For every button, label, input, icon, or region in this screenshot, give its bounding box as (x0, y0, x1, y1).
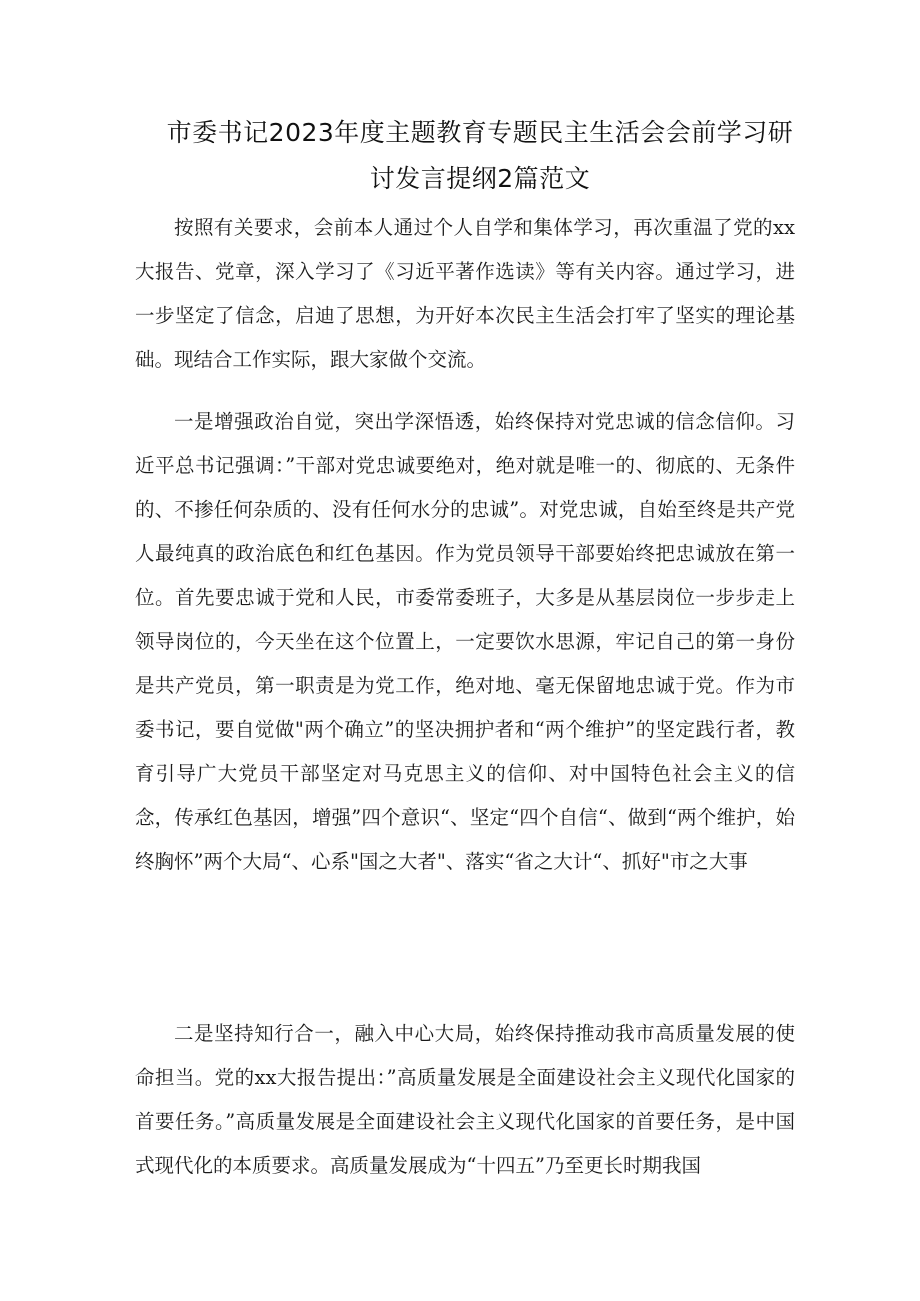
paragraph-intro: 按照有关要求，会前本人通过个人自学和集体学习，再次重温了党的xx大报告、党章，深入学习了《习近平著作选读》等有关内容。通过学习，进一步坚定了信念，启迪了思想，为开好本次民主生活会打牢了坚实的理论基础。现结合工作实际，跟大家做个交流。 (135, 216, 795, 371)
paragraph-point-one: 一是增强政治自觉，突出学深悟透，始终保持对党忠诚的信念信仰。习近平总书记强调：”干部对党忠诚要绝对，绝对就是唯一的、彻底的、无条件的、不掺任何杂质的、没有任何水分的忠诚”。对党忠诚，自始至终是共产党人最纯真的政治底色和红色基因。作为党员领导干部要始终把忠诚放在第一位。首先要忠诚于党和人民，市委常委班子，大多是从基层岗位一步步走上领导岗位的，今天坐在这个位置上，一定要饮水思源，牢记自己的第一身份是共产党员，第一职责是为党工作，绝对地、毫无保留地忠诚于党。作为市委书记，要自觉做"两个确立”的坚决拥护者和“两个维护”的坚定践行者，教育引导广大党员干部坚定对马克思主义的信仰、对中国特色社会主义的信念，传承红色基因，增强”四个意识“、坚定“四个自信“、做到“两个维护，始终胸怀”两个大局“、心系"国之大者"、落实“省之大计“、抓好"市之大事 (135, 410, 795, 873)
document-title-line-1: 市委书记2023年度主题教育专题民主生活会会前学习研 (166, 118, 794, 147)
paragraph-point-two: 二是坚持知行合一，融入中心大局，始终保持推动我市高质量发展的使命担当。党的xx大报告提出：”高质量发展是全面建设社会主义现代化国家的首要任务。”高质量发展是全面建设社会主义现代化国家的首要任务，是中国式现代化的本质要求。高质量发展成为“十四五”乃至更长时期我国 (135, 1022, 795, 1177)
document-title-line-2: 讨发言提纲2篇范文 (369, 164, 591, 193)
